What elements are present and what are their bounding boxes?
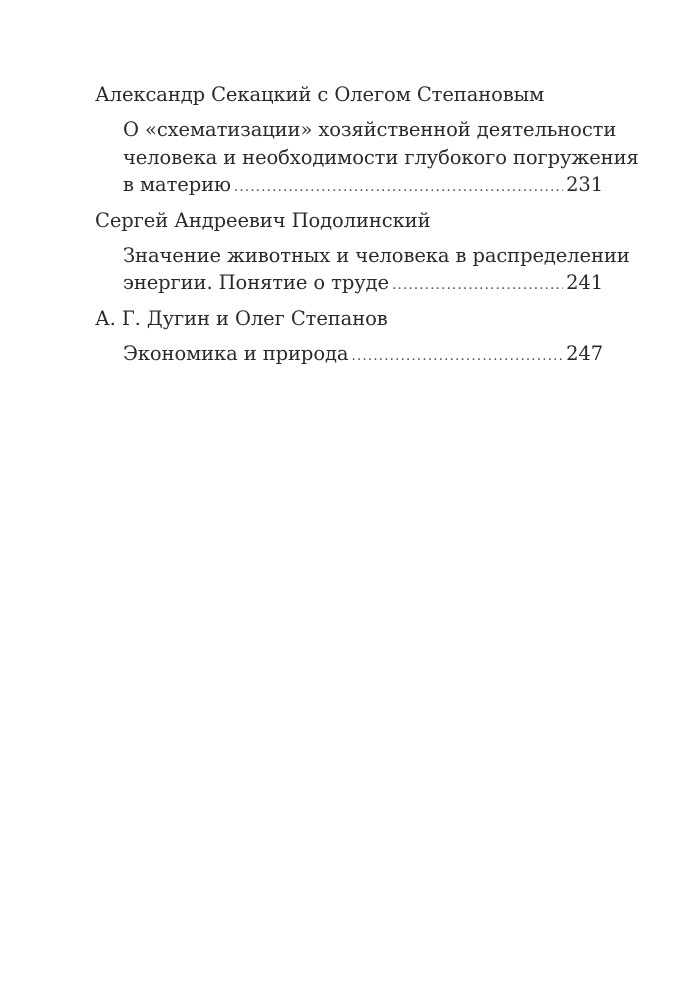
toc-group <box>95 206 630 300</box>
dot-leader <box>234 174 563 202</box>
toc-author: Сергей Андреевич Подолинский <box>95 208 431 232</box>
toc-page-number: 247 <box>566 341 603 365</box>
table-of-contents <box>95 80 639 374</box>
dot-leader <box>351 343 563 371</box>
toc-author: А. Г. Дугин и Олег Степанов <box>95 306 388 330</box>
toc-group <box>95 304 603 371</box>
toc-page-number: 231 <box>566 173 603 196</box>
toc-title-last-line <box>123 340 603 371</box>
toc-title-end: Экономика и природа <box>123 341 349 365</box>
toc-title-line: Значение животных и человека в распределении <box>123 243 630 267</box>
toc-author: Александр Секацкий с Олегом Степановым <box>95 83 545 106</box>
toc-title-end: энергии. Понятие о труде <box>123 271 389 294</box>
toc-entry[interactable] <box>123 340 603 371</box>
toc-title-line: человека и необходимости глубокого погружения <box>123 145 639 169</box>
toc-page-number: 241 <box>566 271 603 294</box>
toc-title-end: в материю <box>123 173 231 196</box>
toc-group <box>95 80 639 202</box>
toc-title-last-line <box>123 171 603 202</box>
toc-title-line: О «схематизации» хозяйственной деятельности <box>123 118 617 141</box>
toc-entry[interactable] <box>123 116 639 202</box>
toc-title-last-line <box>123 269 603 300</box>
toc-entry[interactable] <box>123 242 630 300</box>
dot-leader <box>392 272 563 300</box>
